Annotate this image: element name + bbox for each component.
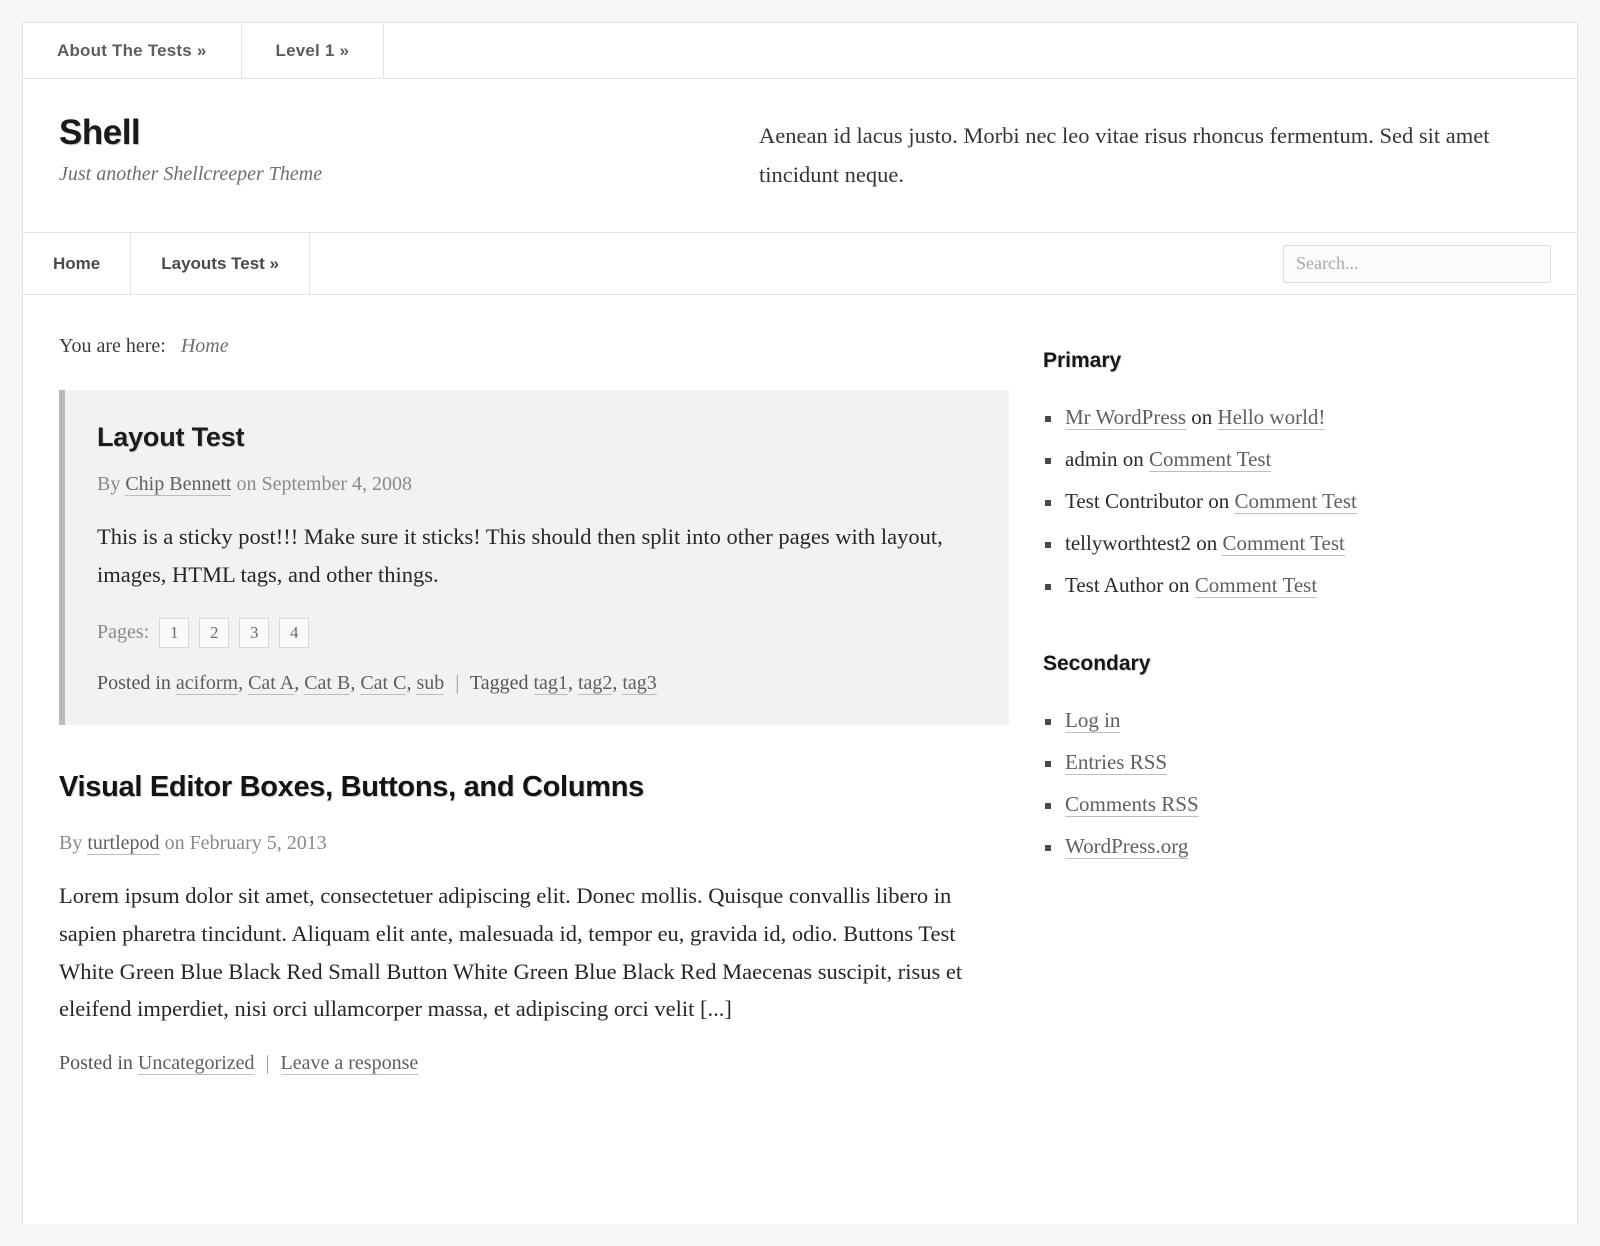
primary-menu	[23, 233, 1577, 295]
search-input[interactable]	[1283, 245, 1551, 283]
meta-link-comments-rss[interactable]: Comments RSS	[1065, 792, 1199, 817]
post-meta-on: on	[236, 473, 257, 496]
list-item	[1065, 489, 1541, 514]
comment-on-label: on	[1208, 489, 1230, 514]
mainnav-item-home[interactable]: Home	[23, 233, 131, 294]
list-item	[1065, 531, 1541, 556]
topnav-item-about-the-tests[interactable]: About The Tests »	[23, 23, 242, 78]
list-item	[1065, 447, 1541, 472]
category-link-sub[interactable]: sub	[416, 671, 445, 694]
site-title[interactable]: Shell	[59, 113, 141, 152]
widget-title: Primary	[1043, 349, 1122, 373]
list-item	[1065, 405, 1541, 430]
page-link-2[interactable]: 2	[199, 618, 229, 648]
post-meta-by: By	[59, 831, 83, 854]
content-area	[23, 295, 1577, 1105]
post-footer: Posted in aciform, Cat A, Cat B, Cat C, sub | Tagged tag1, tag2, tag3	[97, 671, 657, 694]
meta-link-log-in[interactable]: Log in	[1065, 708, 1121, 733]
topnav-item-level-1[interactable]: Level 1 »	[242, 23, 385, 78]
category-link-uncategorized[interactable]: Uncategorized	[137, 1052, 255, 1075]
search-form	[1283, 233, 1577, 294]
recent-comments-list	[1043, 405, 1541, 598]
topnav-spacer	[384, 23, 1577, 78]
posted-in-label: Posted in	[59, 1052, 133, 1075]
page-link-1[interactable]: 1	[159, 618, 189, 648]
comment-post-link[interactable]: Comment Test	[1194, 573, 1318, 598]
comment-on-label: on	[1122, 447, 1144, 472]
tag-link-tag3[interactable]: tag3	[622, 671, 657, 694]
mainnav-spacer	[310, 233, 1283, 294]
post-body: Lorem ipsum dolor sit amet, consectetuer adipiscing elit. Donec mollis. Quisque convallis libero in sapien pharetra tincidunt. Aliquam elit ante, malesuada id, tempor eu, gravida id, odio. Buttons Test White Green Blue Black Red Small Button White Green Blue Black Red Maecenas suscipit, risus et eleifend imperdiet, nisi orci ullamcorper massa, et adipiscing orci velit [...]	[59, 882, 963, 1022]
post-date: September 4, 2008	[261, 473, 412, 496]
post-title[interactable]: Layout Test	[97, 422, 245, 453]
post-author-link[interactable]: turtlepod	[87, 831, 160, 854]
post-meta-on: on	[164, 831, 185, 854]
post-title[interactable]: Visual Editor Boxes, Buttons, and Columns	[59, 770, 644, 803]
breadcrumb	[59, 335, 1009, 358]
post-footer	[59, 1052, 1009, 1075]
comment-on-label: on	[1191, 405, 1213, 430]
meta-links-list	[1043, 708, 1541, 859]
secondary-menu	[23, 23, 1577, 79]
comment-author-link[interactable]: Mr WordPress	[1065, 405, 1187, 430]
widget-secondary	[1043, 652, 1541, 859]
category-link-cat-b[interactable]: Cat B	[304, 671, 351, 694]
list-item	[1065, 708, 1541, 733]
comments-link[interactable]: Leave a response	[280, 1052, 419, 1075]
comment-post-link[interactable]: Comment Test	[1149, 447, 1272, 472]
tag-link-tag2[interactable]: tag2	[577, 671, 613, 694]
comment-author-name: tellyworthtest2	[1065, 531, 1191, 556]
footer-separator: |	[455, 671, 460, 694]
comment-author-name: admin	[1065, 447, 1118, 472]
meta-link-entries-rss[interactable]: Entries RSS	[1065, 750, 1168, 775]
comment-on-label: on	[1168, 573, 1190, 598]
header-aside-text: Aenean id lacus justo. Morbi nec leo vitae risus rhoncus fermentum. Sed sit amet tincidunt neque.	[759, 123, 1490, 187]
post-date: February 5, 2013	[189, 831, 327, 854]
list-item	[1065, 834, 1541, 859]
category-link-cat-a[interactable]: Cat A	[248, 671, 295, 694]
widget-primary	[1043, 349, 1541, 598]
post-meta	[97, 473, 977, 496]
tag-link-tag1[interactable]: tag1	[533, 671, 568, 694]
mainnav-item-layouts-test[interactable]: Layouts Test »	[131, 233, 310, 294]
comment-author-name: Test Author	[1065, 573, 1164, 598]
page-link-4[interactable]: 4	[279, 618, 309, 648]
meta-link-wordpress-org[interactable]: WordPress.org	[1065, 834, 1189, 859]
sticky-post	[59, 390, 1009, 725]
page-root	[0, 22, 1600, 1246]
footer-separator: |	[265, 1052, 270, 1075]
post-author-link[interactable]: Chip Bennett	[125, 473, 232, 496]
comment-post-link[interactable]: Hello world!	[1217, 405, 1326, 430]
post	[59, 771, 1009, 1075]
main-column	[59, 335, 1009, 1105]
breadcrumb-label: You are here:	[59, 335, 166, 358]
site-branding	[59, 113, 759, 186]
widget-title: Secondary	[1043, 652, 1151, 676]
site-frame	[22, 22, 1578, 1224]
comment-post-link[interactable]: Comment Test	[1222, 531, 1345, 556]
post-meta	[59, 832, 1009, 855]
sidebar	[1043, 335, 1541, 1105]
page-link-3[interactable]: 3	[239, 618, 269, 648]
post-body: This is a sticky post!!! Make sure it sticks! This should then split into other pages with layout, images, HTML tags, and other things.	[97, 524, 943, 588]
tagged-label: Tagged	[469, 671, 529, 694]
post-meta-by: By	[97, 473, 121, 496]
comment-author-name: Test Contributor	[1065, 489, 1203, 514]
posted-in-label: Posted in	[97, 671, 171, 694]
breadcrumb-current[interactable]: Home	[180, 335, 229, 358]
category-link-cat-c[interactable]: Cat C	[360, 671, 407, 694]
comment-on-label: on	[1196, 531, 1218, 556]
site-header	[23, 79, 1577, 233]
site-description: Just another Shellcreeper Theme	[59, 163, 323, 185]
post-page-links	[97, 618, 977, 648]
comment-post-link[interactable]: Comment Test	[1234, 489, 1357, 514]
category-link-aciform[interactable]: aciform	[175, 671, 239, 694]
list-item	[1065, 792, 1541, 817]
list-item	[1065, 750, 1541, 775]
list-item	[1065, 573, 1541, 598]
pages-label: Pages:	[97, 621, 150, 644]
